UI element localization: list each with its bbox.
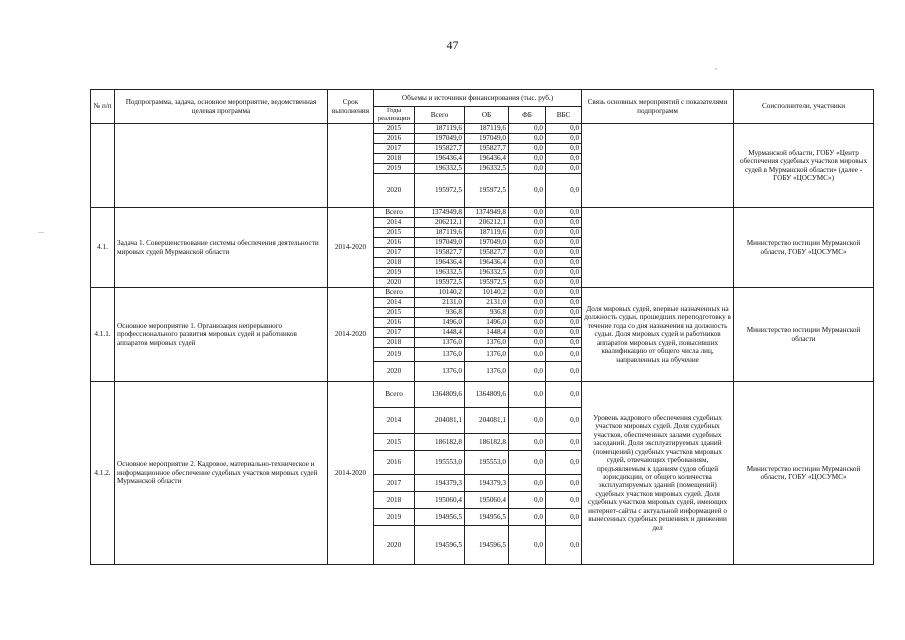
cell-total: 10140,2 xyxy=(415,288,465,298)
header-vbs: ВБС xyxy=(546,107,582,124)
cell-ob: 195827,7 xyxy=(465,248,509,258)
cell-fb: 0,0 xyxy=(509,382,546,408)
cell-year: 2014 xyxy=(374,408,415,434)
cell-coexecutors: Министерство юстиции Мурманской области, ГОБУ «ЦОСУМС» xyxy=(734,382,874,565)
cell-total: 197049,0 xyxy=(415,238,465,248)
cell-fb: 0,0 xyxy=(509,258,546,268)
cell-fb: 0,0 xyxy=(509,288,546,298)
cell-fb: 0,0 xyxy=(509,328,546,338)
cell-year: Всего xyxy=(374,208,415,218)
cell-vbs: 0,0 xyxy=(546,308,582,318)
cell-fb: 0,0 xyxy=(509,218,546,228)
cell-ob: 1364809,6 xyxy=(465,382,509,408)
cell-total: 195972,5 xyxy=(415,174,465,208)
cell-fb: 0,0 xyxy=(509,434,546,451)
cell-total: 1496,0 xyxy=(415,318,465,328)
cell-fb: 0,0 xyxy=(509,318,546,328)
scan-mark-top: , xyxy=(715,62,717,71)
cell-ob: 187119,6 xyxy=(465,124,509,134)
cell-vbs: 0,0 xyxy=(546,288,582,298)
cell-year: Всего xyxy=(374,382,415,408)
cell-year: 2014 xyxy=(374,298,415,308)
cell-fb: 0,0 xyxy=(509,348,546,362)
cell-vbs: 0,0 xyxy=(546,218,582,228)
cell-total: 206212,1 xyxy=(415,218,465,228)
cell-vbs: 0,0 xyxy=(546,298,582,308)
cell-total: 195827,7 xyxy=(415,144,465,154)
cell-vbs: 0,0 xyxy=(546,144,582,154)
cell-term: 2014-2020 xyxy=(328,382,374,565)
cell-ob: 1376,0 xyxy=(465,338,509,348)
cell-ob: 196332,5 xyxy=(465,268,509,278)
cell-year: 2015 xyxy=(374,124,415,134)
header-years: Годы реализации xyxy=(374,107,415,124)
header-coexec: Соисполнители, участники xyxy=(734,90,874,124)
cell-vbs: 0,0 xyxy=(546,238,582,248)
cell-fb: 0,0 xyxy=(509,408,546,434)
table-row xyxy=(91,382,874,408)
cell-num xyxy=(91,124,115,208)
header-fb: ФБ xyxy=(509,107,546,124)
cell-fb: 0,0 xyxy=(509,278,546,288)
cell-fb: 0,0 xyxy=(509,475,546,492)
cell-fb: 0,0 xyxy=(509,338,546,348)
cell-program-name: Задача 1. Совершенствование системы обеспечения деятельности мировых судей Мурманской области xyxy=(115,208,328,288)
cell-vbs: 0,0 xyxy=(546,248,582,258)
cell-program-name: Основное мероприятие 2. Кадровое, материально-техническое и информационное обеспечение судебных участков мировых судей Мурманской области xyxy=(115,382,328,565)
cell-vbs: 0,0 xyxy=(546,124,582,134)
cell-ob: 1376,0 xyxy=(465,348,509,362)
cell-vbs: 0,0 xyxy=(546,408,582,434)
cell-vbs: 0,0 xyxy=(546,258,582,268)
cell-year: 2020 xyxy=(374,174,415,208)
cell-total: 195060,4 xyxy=(415,492,465,509)
page-number: 47 xyxy=(446,38,459,52)
cell-ob: 1374949,8 xyxy=(465,208,509,218)
cell-year: 2020 xyxy=(374,526,415,565)
cell-ob: 186182,8 xyxy=(465,434,509,451)
cell-term: 2014-2020 xyxy=(328,288,374,382)
header-num: № п/п xyxy=(91,90,115,124)
cell-year: 2016 xyxy=(374,318,415,328)
cell-year: 2017 xyxy=(374,475,415,492)
cell-fb: 0,0 xyxy=(509,362,546,382)
cell-coexecutors: Министерство юстиции Мурманской области, ГОБУ «ЦОСУМС» xyxy=(734,208,874,288)
cell-ob: 206212,1 xyxy=(465,218,509,228)
cell-year: 2015 xyxy=(374,434,415,451)
cell-total: 194379,3 xyxy=(415,475,465,492)
cell-program-name: Основное мероприятие 1. Организация непрерывного профессионального развития мировых судей и работников аппаратов мировых судей xyxy=(115,288,328,382)
cell-total: 186182,8 xyxy=(415,434,465,451)
cell-total: 196332,5 xyxy=(415,268,465,278)
cell-vbs: 0,0 xyxy=(546,526,582,565)
cell-total: 1376,0 xyxy=(415,362,465,382)
cell-year: 2019 xyxy=(374,348,415,362)
cell-total: 187119,6 xyxy=(415,124,465,134)
cell-vbs: 0,0 xyxy=(546,338,582,348)
cell-fb: 0,0 xyxy=(509,144,546,154)
cell-year: 2016 xyxy=(374,134,415,144)
header-term: Срок выполнения xyxy=(328,90,374,124)
cell-year: Всего xyxy=(374,288,415,298)
cell-ob: 195972,5 xyxy=(465,278,509,288)
cell-total: 187119,6 xyxy=(415,228,465,238)
cell-ob: 194379,3 xyxy=(465,475,509,492)
cell-ob: 2131,0 xyxy=(465,298,509,308)
cell-vbs: 0,0 xyxy=(546,348,582,362)
cell-vbs: 0,0 xyxy=(546,164,582,174)
cell-ob: 197049,0 xyxy=(465,134,509,144)
cell-total: 2131,0 xyxy=(415,298,465,308)
cell-program-name xyxy=(115,124,328,208)
cell-vbs: 0,0 xyxy=(546,475,582,492)
cell-total: 197049,0 xyxy=(415,134,465,144)
cell-year: 2016 xyxy=(374,451,415,475)
cell-fb: 0,0 xyxy=(509,238,546,248)
cell-ob: 195553,0 xyxy=(465,451,509,475)
cell-term xyxy=(328,124,374,208)
cell-num: 4.1.1. xyxy=(91,288,115,382)
cell-year: 2019 xyxy=(374,164,415,174)
cell-total: 194956,5 xyxy=(415,509,465,526)
cell-fb: 0,0 xyxy=(509,124,546,134)
cell-vbs: 0,0 xyxy=(546,362,582,382)
cell-ob: 197049,0 xyxy=(465,238,509,248)
cell-total: 196436,4 xyxy=(415,154,465,164)
cell-fb: 0,0 xyxy=(509,134,546,144)
cell-total: 1448,4 xyxy=(415,328,465,338)
cell-ob: 195060,4 xyxy=(465,492,509,509)
cell-ob: 195972,5 xyxy=(465,174,509,208)
cell-total: 1364809,6 xyxy=(415,382,465,408)
cell-ob: 1496,0 xyxy=(465,318,509,328)
cell-vbs: 0,0 xyxy=(546,154,582,164)
cell-vbs: 0,0 xyxy=(546,268,582,278)
cell-year: 2019 xyxy=(374,268,415,278)
table-row xyxy=(91,288,874,298)
cell-year: 2018 xyxy=(374,492,415,509)
cell-coexecutors: Министерство юстиции Мурманской области xyxy=(734,288,874,382)
cell-vbs: 0,0 xyxy=(546,318,582,328)
funding-table xyxy=(90,89,874,565)
cell-num: 4.1.2. xyxy=(91,382,115,565)
cell-total: 195972,5 xyxy=(415,278,465,288)
cell-year: 2019 xyxy=(374,509,415,526)
cell-year: 2017 xyxy=(374,248,415,258)
cell-year: 2014 xyxy=(374,218,415,228)
cell-fb: 0,0 xyxy=(509,526,546,565)
cell-ob: 196332,5 xyxy=(465,164,509,174)
cell-year: 2018 xyxy=(374,258,415,268)
cell-total: 1376,0 xyxy=(415,338,465,348)
cell-vbs: 0,0 xyxy=(546,328,582,338)
cell-fb: 0,0 xyxy=(509,509,546,526)
cell-total: 196436,4 xyxy=(415,258,465,268)
cell-year: 2017 xyxy=(374,328,415,338)
cell-vbs: 0,0 xyxy=(546,228,582,238)
cell-fb: 0,0 xyxy=(509,208,546,218)
cell-ob: 195827,7 xyxy=(465,144,509,154)
cell-fb: 0,0 xyxy=(509,228,546,238)
cell-year: 2015 xyxy=(374,228,415,238)
cell-year: 2015 xyxy=(374,308,415,318)
cell-coexecutors: Мурманской области, ГОБУ «Центр обеспечения судебных участков мировых судей в Мурманской области» (далее - ГОБУ «ЦОСУМС») xyxy=(734,124,874,208)
cell-year: 2017 xyxy=(374,144,415,154)
cell-total: 1374949,8 xyxy=(415,208,465,218)
cell-total: 1376,0 xyxy=(415,348,465,362)
cell-total: 196332,5 xyxy=(415,164,465,174)
cell-vbs: 0,0 xyxy=(546,509,582,526)
cell-total: 204081,1 xyxy=(415,408,465,434)
cell-indicator-link: Доля мировых судей, впервые назначенных на должность судьи, прошедших переподготовку в течение года со дня назначения на должность судьи. Доля мировых судей и работников аппаратов мировых судей, повысивших квалификацию от общего числа лиц, направленных на обучение xyxy=(582,288,734,382)
cell-fb: 0,0 xyxy=(509,154,546,164)
cell-term: 2014-2020 xyxy=(328,208,374,288)
cell-ob: 10140,2 xyxy=(465,288,509,298)
cell-year: 2020 xyxy=(374,278,415,288)
header-funding: Объемы и источники финансирования (тыс. руб.) xyxy=(374,90,582,107)
cell-ob: 187119,6 xyxy=(465,228,509,238)
cell-fb: 0,0 xyxy=(509,451,546,475)
cell-year: 2020 xyxy=(374,362,415,382)
cell-fb: 0,0 xyxy=(509,308,546,318)
cell-indicator-link xyxy=(582,208,734,288)
cell-vbs: 0,0 xyxy=(546,434,582,451)
cell-ob: 194596,5 xyxy=(465,526,509,565)
table-header xyxy=(91,90,874,124)
cell-indicator-link: Уровень кадрового обеспечения судебных участков мировых судей. Доля судебных участков, обеспеченных залами судебных заседаний. Доля эксплуатируемых зданий (помещений) судебных участков мировых судей, отвечающих требованиям, предъявляемым к зданиям судов общей юрисдикции, от общего количества эксплуатируемых зданий (помещений) судебных участков мировых судей. Доля судебных участков мировых судей, имеющих интернет-сайты с актуальной информацией о вынесенных судебных решениях и движении дел xyxy=(582,382,734,565)
cell-fb: 0,0 xyxy=(509,164,546,174)
cell-total: 194596,5 xyxy=(415,526,465,565)
cell-fb: 0,0 xyxy=(509,174,546,208)
cell-ob: 196436,4 xyxy=(465,154,509,164)
header-program: Подпрограмма, задача, основное мероприятие, ведомственная целевая программа xyxy=(115,90,328,124)
table-body xyxy=(91,124,874,565)
cell-year: 2016 xyxy=(374,238,415,248)
cell-year: 2018 xyxy=(374,154,415,164)
cell-vbs: 0,0 xyxy=(546,134,582,144)
cell-indicator-link xyxy=(582,124,734,208)
cell-num: 4.1. xyxy=(91,208,115,288)
cell-fb: 0,0 xyxy=(509,492,546,509)
cell-ob: 1448,4 xyxy=(465,328,509,338)
header-ob: ОБ xyxy=(465,107,509,124)
cell-vbs: 0,0 xyxy=(546,492,582,509)
scan-mark-left: ... xyxy=(38,226,44,235)
cell-vbs: 0,0 xyxy=(546,278,582,288)
cell-vbs: 0,0 xyxy=(546,208,582,218)
cell-ob: 1376,0 xyxy=(465,362,509,382)
cell-ob: 936,8 xyxy=(465,308,509,318)
cell-vbs: 0,0 xyxy=(546,451,582,475)
cell-total: 936,8 xyxy=(415,308,465,318)
cell-vbs: 0,0 xyxy=(546,174,582,208)
cell-vbs: 0,0 xyxy=(546,382,582,408)
cell-ob: 194956,5 xyxy=(465,509,509,526)
cell-fb: 0,0 xyxy=(509,298,546,308)
header-link: Связь основных мероприятий с показателями подпрограмм xyxy=(582,90,734,124)
table-row xyxy=(91,124,874,134)
cell-fb: 0,0 xyxy=(509,248,546,258)
cell-year: 2018 xyxy=(374,338,415,348)
table-row xyxy=(91,208,874,218)
cell-ob: 196436,4 xyxy=(465,258,509,268)
cell-total: 195553,0 xyxy=(415,451,465,475)
cell-total: 195827,7 xyxy=(415,248,465,258)
cell-fb: 0,0 xyxy=(509,268,546,278)
cell-ob: 204081,1 xyxy=(465,408,509,434)
header-total: Всего xyxy=(415,107,465,124)
